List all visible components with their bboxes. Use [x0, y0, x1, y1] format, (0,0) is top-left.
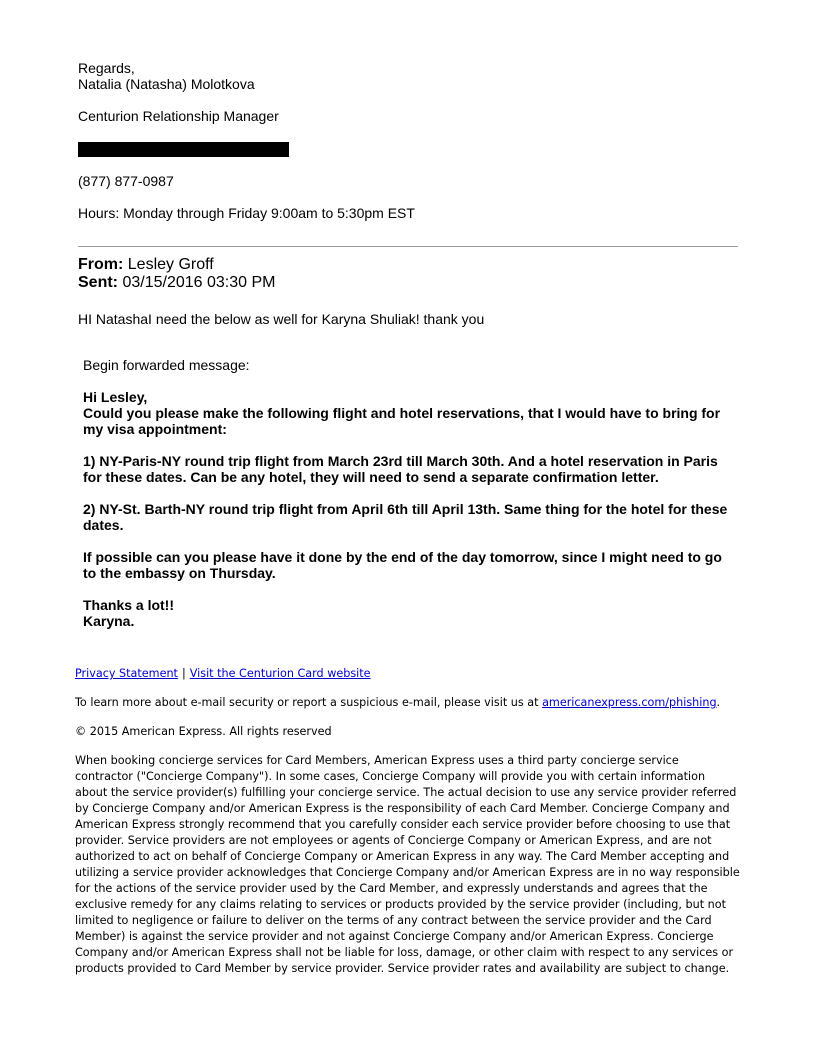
sent-value: 03/15/2016 03:30 PM	[122, 274, 276, 291]
phishing-link[interactable]: americanexpress.com/phishing	[542, 696, 717, 709]
item-st-barth: 2) NY-St. Barth-NY round trip flight from April 6th till April 13th. Same thing for the hotel for these dates.	[83, 501, 728, 533]
request-text: Could you please make the following flight and hotel reservations, that I would have to bring for my visa appointment:	[83, 405, 721, 437]
signature-regards: Regards,	[78, 60, 135, 76]
link-separator: |	[181, 667, 186, 680]
signature-name: Natalia (Natasha) Molotkova	[78, 76, 255, 92]
copyright: © 2015 American Express. All rights reserved	[75, 725, 332, 738]
security-end: .	[716, 696, 721, 709]
from-label: From:	[78, 256, 124, 273]
redaction-bar	[78, 142, 289, 157]
sender-name: Karyna.	[83, 613, 135, 629]
intro-message: HI NatashaI need the below as well for Karyna Shuliak! thank you	[78, 311, 485, 327]
greeting: Hi Lesley,	[83, 389, 148, 405]
divider	[78, 246, 738, 247]
forwarded-label: Begin forwarded message:	[83, 357, 250, 373]
from-value: Lesley Groff	[127, 256, 214, 273]
signature-block	[78, 60, 279, 124]
sent-line	[78, 274, 275, 292]
security-text: To learn more about e-mail security or report a suspicious e-mail, please visit us at	[75, 696, 539, 709]
sent-label: Sent:	[78, 274, 118, 291]
forwarded-body	[83, 389, 738, 645]
item-paris: 1) NY-Paris-NY round trip flight from March 23rd till March 30th. And a hotel reservation in Paris for these dates. Can be any hotel, they will need to send a separate confirmation letter.	[83, 453, 718, 485]
signature-phone: (877) 877-0987	[78, 173, 174, 189]
footer	[75, 666, 740, 990]
privacy-statement-link[interactable]: Privacy Statement	[75, 667, 178, 680]
centurion-website-link[interactable]: Visit the Centurion Card website	[189, 667, 371, 680]
thanks-text: Thanks a lot!!	[83, 597, 175, 613]
disclaimer: When booking concierge services for Card Members, American Express uses a third party concierge service contractor ("Concierge Company"). In some cases, Concierge Company will provide you with certain information about the service provider(s) fulfilling your concierge service. The actual decision to use any service provider referred by Concierge Company and/or American Express is the responsibility of each Card Member. Concierge Company and American Express strongly recommend that you carefully consider each service provider before choosing to use that provider. Service providers are not employees or agents of Concierge Company or American Express, and are not authorized to act on behalf of Concierge Company or American Express in any way. The Card Member accepting and utilizing a service provider acknowledges that Concierge Company and/or American Express are in no way responsible for the actions of the service provider used by the Card Member, and expressly understands and agrees that the exclusive remedy for any claims relating to services or products provided by the service provider (including, but not limited to negligence or failure to deliver on the terms of any contract between the service provider and the Card Member) is against the service provider and not against Concierge Company and/or American Express. Concierge Company and/or American Express shall not be liable for loss, damage, or other claim with respect to any services or products provided to Card Member by service provider. Service provider rates and availability are subject to change.	[75, 754, 740, 975]
deadline-text: If possible can you please have it done by the end of the day tomorrow, since I might need to go to the embassy on Thursday.	[83, 549, 722, 581]
signature-hours: Hours: Monday through Friday 9:00am to 5:30pm EST	[78, 205, 415, 221]
signature-title: Centurion Relationship Manager	[78, 108, 279, 124]
from-line	[78, 256, 214, 274]
